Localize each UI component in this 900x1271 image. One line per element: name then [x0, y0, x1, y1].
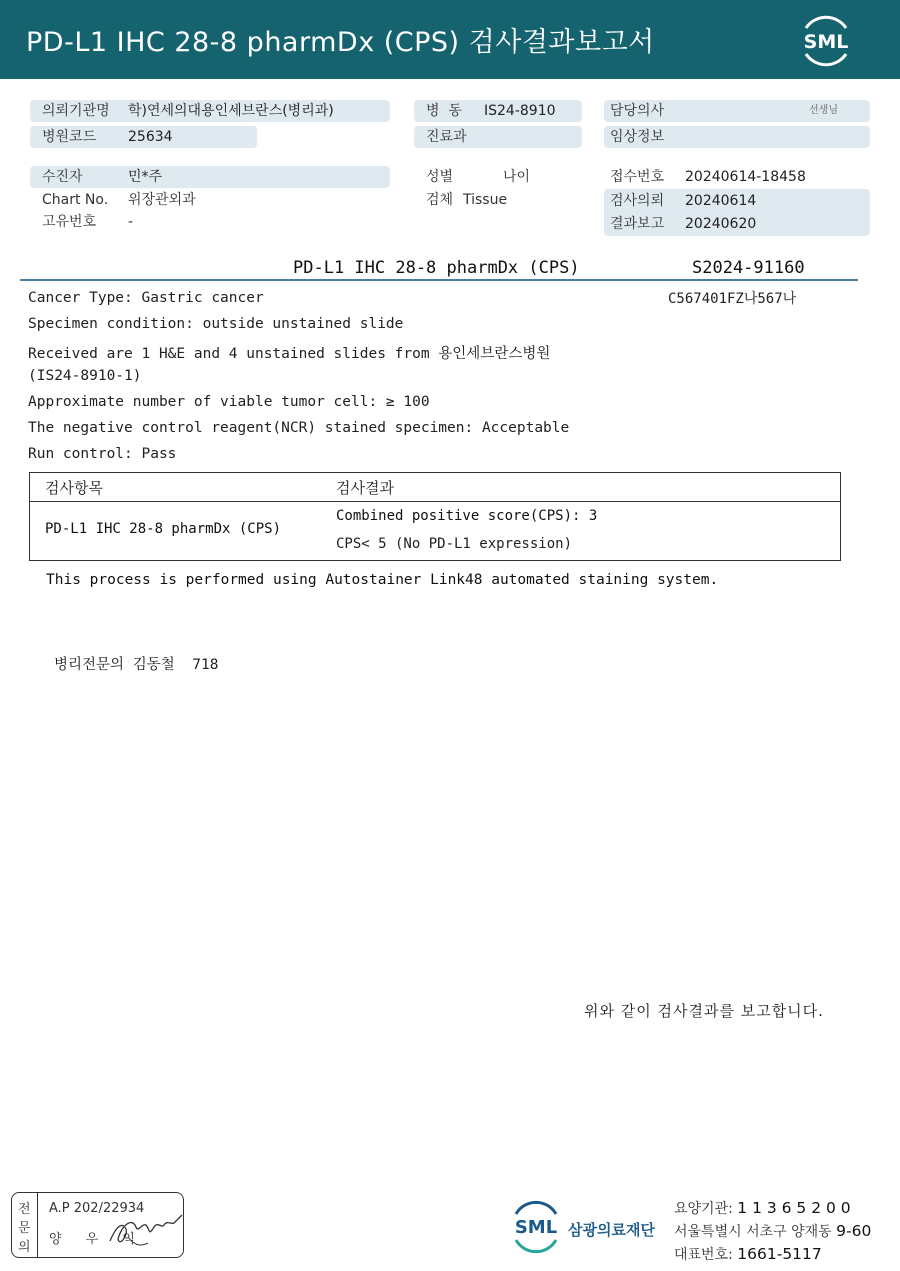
- result-item-name: PD-L1 IHC 28-8 pharmDx (CPS): [45, 521, 282, 537]
- body-line-case-id: (IS24-8910-1): [28, 368, 142, 384]
- department-label: 진료과: [426, 129, 467, 145]
- age-label: 나이: [503, 169, 531, 185]
- doctor-label: 담당의사: [610, 103, 665, 119]
- clinical-info-field: [604, 126, 870, 148]
- sex-label: 성별: [426, 169, 454, 185]
- institution-label: 의뢰기관명: [42, 103, 110, 119]
- request-date-value: 20240614: [685, 193, 757, 209]
- pathologist-signature-line: 병리전문의 김동철 718: [54, 657, 219, 673]
- receipt-no-label: 접수번호: [610, 169, 665, 185]
- report-date-value: 20240620: [685, 216, 757, 232]
- hospital-code-value: 25634: [128, 129, 173, 145]
- chart-no-value: 위장관외과: [128, 192, 196, 208]
- footer-address-prefix: 서울특별시 서초구 양재동: [674, 1224, 832, 1240]
- chart-no-label: Chart No.: [42, 192, 109, 208]
- body-line-ncr: The negative control reagent(NCR) stained specimen: Acceptable: [28, 420, 570, 436]
- body-line-received: Received are 1 H&E and 4 unstained slides from 용인세브란스병원: [28, 346, 551, 362]
- sml-logo-icon: [796, 12, 856, 68]
- footer-logo-text: SML: [514, 1217, 558, 1238]
- result-cps-interpretation: CPS< 5 (No PD-L1 expression): [336, 536, 573, 552]
- footer-phone-label: 대표번호:: [674, 1247, 733, 1263]
- title-divider: [20, 279, 858, 281]
- request-date-label: 검사의뢰: [610, 193, 665, 209]
- result-table: [29, 472, 841, 561]
- footer-sml-logo-icon: [508, 1198, 564, 1254]
- signature-name: 양 우 익: [49, 1232, 145, 1247]
- report-date-label: 결과보고: [610, 216, 665, 232]
- signature-ap-number: A.P 202/22934: [49, 1201, 145, 1216]
- ward-field: [414, 100, 582, 122]
- ward-value: IS24-8910: [484, 103, 556, 119]
- patient-label: 수진자: [42, 169, 83, 185]
- footer-address-number: 9-60: [836, 1222, 872, 1240]
- footer-address: [674, 1221, 871, 1241]
- signature-side-char-2: 문: [18, 1221, 31, 1236]
- handwritten-signature-icon: [108, 1207, 184, 1251]
- receipt-no-value: 20240614-18458: [685, 169, 806, 185]
- doctor-suffix: 선생님: [809, 105, 838, 116]
- signature-side-char-3: 의: [18, 1240, 31, 1255]
- patient-value: 민*주: [128, 169, 163, 185]
- report-title: PD-L1 IHC 28-8 pharmDx (CPS) 검사결과보고서: [26, 27, 655, 58]
- sub-code: C567401FZ나567나: [668, 291, 797, 307]
- test-code: S2024-91160: [692, 258, 805, 278]
- test-title: PD-L1 IHC 28-8 pharmDx (CPS): [293, 258, 580, 278]
- institution-value: 학)연세의대용인세브란스(병리과): [128, 103, 334, 119]
- body-line-tumor-cells: Approximate number of viable tumor cell: ≥ 100: [28, 394, 430, 410]
- institution-field: [30, 100, 390, 122]
- hospital-code-label: 병원코드: [42, 129, 97, 145]
- unique-id-value: -: [128, 214, 134, 230]
- footer-code-label: 요양기관:: [674, 1201, 733, 1217]
- hospital-code-field: [30, 126, 257, 148]
- clinical-info-label: 임상정보: [610, 129, 665, 145]
- body-line-specimen-condition: Specimen condition: outside unstained slide: [28, 316, 404, 332]
- body-line-cancer-type: Cancer Type: Gastric cancer: [28, 290, 264, 306]
- signature-side-label: [12, 1193, 38, 1257]
- process-note: This process is performed using Autostainer Link48 automated staining system.: [46, 572, 719, 588]
- dates-field: [604, 189, 870, 236]
- patient-field: [30, 166, 390, 188]
- specimen-value: Tissue: [463, 192, 508, 208]
- result-col-result-header: 검사결과: [336, 479, 394, 497]
- signature-side-char-1: 전: [18, 1202, 31, 1217]
- table-header-divider: [30, 501, 840, 502]
- footer-phone-value: 1661-5117: [737, 1245, 822, 1263]
- footer-institution-code: [674, 1198, 851, 1218]
- ward-label: 병 동: [426, 103, 462, 119]
- specimen-label: 검체: [426, 192, 454, 208]
- footer-org-name: 삼광의료재단: [568, 1221, 655, 1239]
- result-cps-score: Combined positive score(CPS): 3: [336, 508, 598, 524]
- report-statement: 위와 같이 검사결과를 보고합니다.: [584, 1002, 824, 1020]
- specialist-signature-box: [11, 1192, 184, 1258]
- footer-code-value: 1 1 3 6 5 2 0 0: [737, 1199, 851, 1217]
- footer-phone: [674, 1244, 822, 1264]
- result-col-item-header: 검사항목: [45, 479, 103, 497]
- body-line-run-control: Run control: Pass: [28, 446, 177, 462]
- unique-id-label: 고유번호: [42, 214, 97, 230]
- sml-logo-text: SML: [803, 31, 849, 53]
- doctor-field: [604, 100, 870, 122]
- department-field: [414, 126, 582, 148]
